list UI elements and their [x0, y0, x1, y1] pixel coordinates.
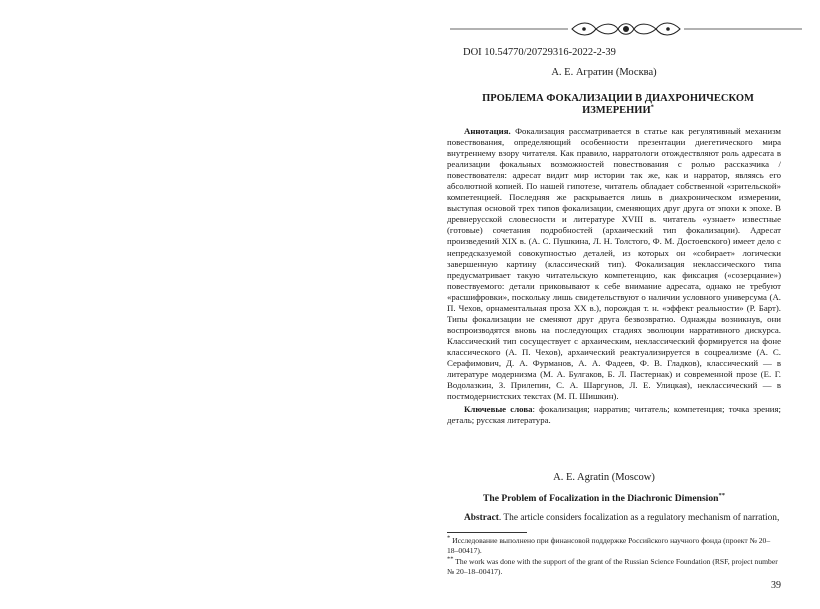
abstract-ru-text: Фокализация рассматривается в статье как регулятивный механизм повествования, определяющий особенности презентации диегетического мира внутреннему взору читателя. Как правило, нарратологи отождествляют роль адресата в реализации фокальных возможностей повествования с ролью рассказчика / повествователя: адресат видит мир истории так же, как и нарратор, являясь его абсолютной копией. По нашей гипотезе, читатель обладает собственной «зрительской» компетенцией. Последняя же раскрывается лишь в диахроническом измерении, выступая основой трех типов фокализации, сменяющих друг друга от эпохи к эпохе. В древнерусской словесности и литературе XVIII в. читатель «узнает» известные (готовые) сочетания подробностей (архаический тип фокализации). Адресат произведений XIX в. (А. С. Пушкина, Л. Н. Толстого, Ф. М. Достоевского) имеет дело с непредсказуемой совокупностью деталей, из которых он «собирает» логически завершенную картину (классический тип). Фокализация неклассического типа предусматривает такую читательскую компетенцию, как фиксация («созерцание») повествуемого: детали приковывают к себе внимание адресата, однако не требуют «расшифровки», поскольку лишь свидетельствуют о наличии условного универсума (А. П. Чехов, орнаментальная проза XX в.), порождая т. н. «эффект реальности» (Р. Барт). Типы фокализации не сменяют друг друга безвозвратно. Однажды возникнув, они воспроизводятся вновь на последующих стадиях эволюции нарративного дискурса. Классический тип сосуществует с архаическим, неклассический формируется на фоне классического (А. П. Чехов), архаический реактуализируется в соцреализме (А. С. Серафимович, Д. А. Фурманов, А. А. Фадеев, Ф. В. Гладков), классический — в литературе модернизма (М. А. Булгаков, Б. Л. Пастернак) и современной прозе (Е. Г. Водолазкин, З. Прилепин, С. А. Шаргунов, Л. Е. Улицкая), неклассический — в постмодернистских текстах (М. П. Шишкин).: [447, 126, 781, 402]
title-en: The Problem of Focalization in the Diachronic Dimension**: [483, 491, 725, 504]
keywords-ru-text: : фокализация; нарратив; читатель; компетенция; точка зрения; деталь; русская литература.: [447, 404, 781, 426]
footnote-mark: *: [650, 103, 654, 111]
keywords-ru-label: Ключевые слова: [464, 404, 533, 415]
author-ru: А. Е. Агратин (Москва): [551, 67, 657, 78]
footnote-2: ** The work was done with the support of the grant of the Russian Science Foundation (RSF, project number № 20–18–00417).: [447, 555, 778, 576]
header-ornament: [450, 20, 802, 38]
abstract-ru-label: Аннотация.: [464, 126, 511, 136]
abstract-en-label: Abstract: [464, 513, 499, 523]
footnote-1: * Исследование выполнено при финансовой поддержке Российского научного фонда (проект № 20–18–00417).: [447, 534, 771, 555]
abstract-en: [447, 513, 781, 523]
journal-page: [428, 0, 820, 609]
title-ru: ПРОБЛЕМА ФОКАЛИЗАЦИИ В ДИАХРОНИЧЕСКОМ ИЗМЕРЕНИИ*: [482, 93, 754, 116]
footnote-mark: **: [718, 491, 725, 499]
footnote-divider: [447, 532, 527, 533]
author-en: A. E. Agratin (Moscow): [553, 472, 655, 483]
page-number: 39: [771, 580, 781, 591]
doi: DOI 10.54770/20729316-2022-2-39: [463, 47, 616, 58]
abstract-en-text: . The article considers focalization as a regulatory mechanism of narration,: [498, 513, 780, 523]
abstract-ru: [447, 126, 781, 426]
